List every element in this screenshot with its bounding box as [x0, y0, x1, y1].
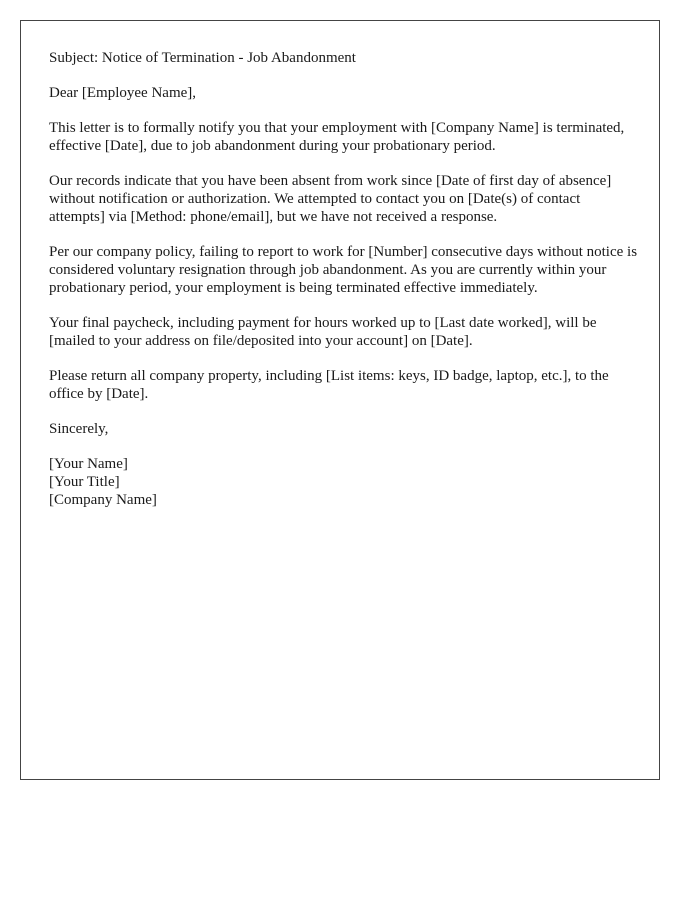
- letter-paragraph-absence: Our records indicate that you have been absent from work since [Date of first day of absence] without notification or authorization. We attempted to contact you on [Date(s) of contact attempts] via [Method: phone/email], but we have not received a response.: [49, 173, 612, 225]
- letter-salutation: Dear [Employee Name],: [49, 85, 197, 101]
- letter-subject: Subject: Notice of Termination - Job Abandonment: [49, 50, 356, 66]
- letter-paragraph-notice: This letter is to formally notify you that your employment with [Company Name] is terminated, effective [Date], due to job abandonment during your probationary period.: [49, 120, 625, 154]
- signature-block: [49, 455, 639, 509]
- letter-paragraph-property: Please return all company property, including [List items: keys, ID badge, laptop, etc.], to the office by [Date].: [49, 368, 609, 402]
- letter-page: [20, 20, 660, 780]
- signature-company: [Company Name]: [49, 492, 157, 508]
- letter-paragraph-policy: Per our company policy, failing to report to work for [Number] consecutive days without notice is considered voluntary resignation through job abandonment. As you are currently within your probationary period, your employment is being terminated effective immediately.: [49, 244, 638, 296]
- letter-paragraph-paycheck: Your final paycheck, including payment for hours worked up to [Last date worked], will be [mailed to your address on file/deposited into your account] on [Date].: [49, 315, 597, 349]
- signature-name: [Your Name]: [49, 456, 128, 472]
- letter-closing: Sincerely,: [49, 421, 109, 437]
- letter-body: [49, 49, 639, 509]
- signature-title: [Your Title]: [49, 474, 120, 490]
